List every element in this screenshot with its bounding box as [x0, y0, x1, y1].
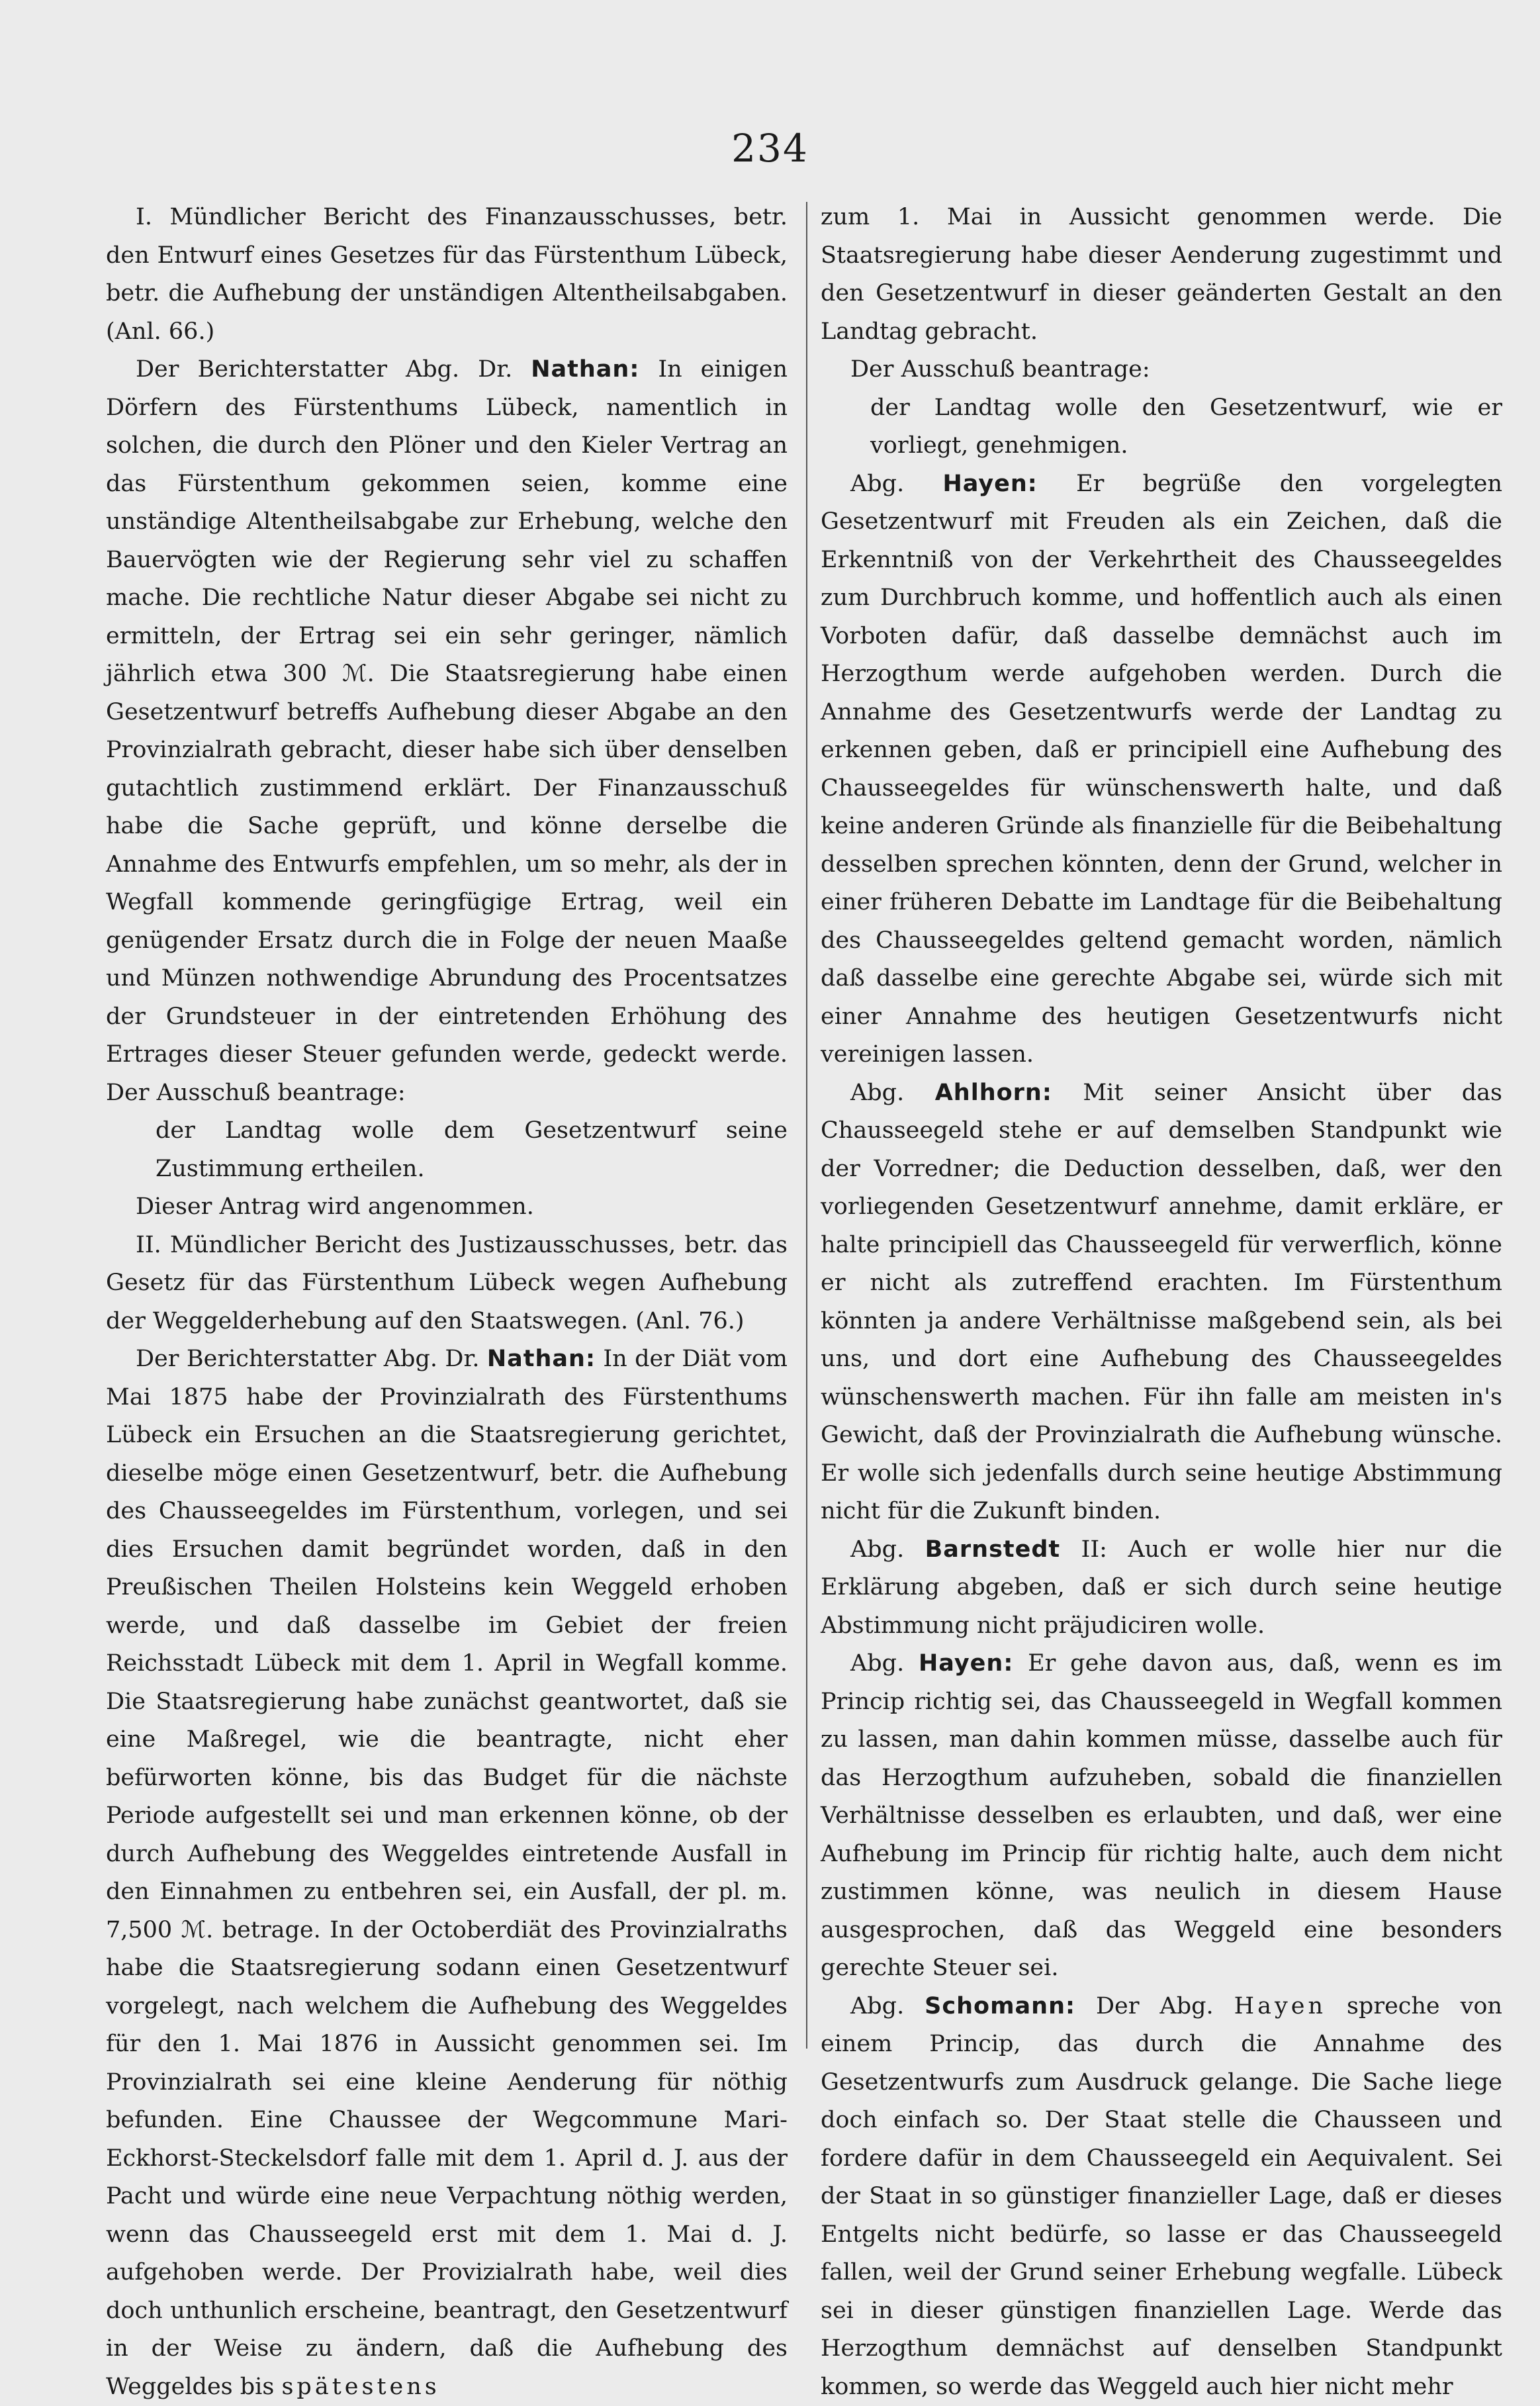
paragraph-text: Mit seiner Ansicht über das Chausseegeld stehe er auf demselben Standpunkt wie der Vorredner; die Deduction desselben, daß, wer den vorliegenden Gesetzentwurf annehme, damit erkläre, er halte principiell das Chausseegeld für verwerflich, könne er nicht als zutreffend erachten. Im Fürstenthum könnten ja andere Verhältnisse maßgebend sein, als bei uns, und dort eine Aufhebung des Chausseegeldes wünschenswerth machen. Für ihn falle am meisten in's Gewicht, daß der Provinzialrath die Aufhebung wünsche. Er wolle sich jedenfalls durch seine heutige Abstimmung nicht für die Zukunft binden. — [821, 1080, 1502, 1525]
paragraph-text: Er gehe davon aus, daß, wenn es im Princip richtig sei, das Chausseegeld in Wegfall kommen zu lassen, man dahin kommen müsse, dasselbe auch für das Herzogthum aufzuheben, sobald die finanziellen Verhältnisse desselben es erlaubten, und daß, wer eine Aufhebung im Princip für richtig halte, auch dem nicht zustimmen könne, was neulich in diesem Hause ausgesprochen, daß das Weggeld eine besonders gerechte Steuer sei. — [821, 1650, 1502, 1981]
speech-hayen-2 — [821, 1645, 1502, 1988]
speaker-name: Ahlhorn: — [935, 1080, 1052, 1106]
paragraph-text: Er begrüße den vorgelegten Gesetzentwurf mit Freuden als ein Zeichen, daß die Erkenntniß von der Verkehrtheit des Chausseegeldes zum Durchbruch komme, und hoffentlich auch als einen Vorboten dafür, daß dasselbe demnächst auch im Herzogthum werde aufgehoben werden. Durch die Annahme des Gesetzentwurfs werde der Landtag zu erkennen geben, daß er principiell eine Aufhebung des Chausseegeldes für wünschenswerth halte, und daß keine anderen Gründe als finanzielle für die Beibehaltung desselben sprechen könnten, denn der Grund, welcher in einer früheren Debatte im Landtage für die Beibehaltung des Chausseegeldes geltend gemacht worden, nämlich daß dasselbe eine gerechte Abgabe sei, würde sich mit einer Annahme des heutigen Gesetzentwurfs nicht vereinigen lassen. — [821, 471, 1502, 1068]
speaker-name: Schomann: — [925, 1993, 1075, 2019]
speaker-suffix: II: — [1081, 1536, 1107, 1563]
paragraph-text: In der Diät vom Mai 1875 habe der Provinzialrath des Fürstenthums Lübeck ein Ersuchen an die Staatsregierung gerichtet, dieselbe möge einen Gesetzentwurf, betr. die Aufhebung des Chausseegeldes im Fürstenthum, vorlegen, und sei dies Ersuchen damit begründet worden, daß in den Preußischen Theilen Holsteins kein Weggeld erhoben werde, und daß dasselbe im Gebiet der freien Reichsstadt Lübeck mit dem 1. April in Wegfall komme. Die Staatsregierung habe zunächst geantwortet, daß sie eine Maßregel, wie die beantragte, nicht eher befürworten könne, bis das Budget für die nächste Periode aufgestellt sei und man erkennen könne, ob der durch Aufhebung des Weggeldes eintretende Ausfall in den Einnahmen zu entbehren sei, ein Ausfall, der pl. m. 7,500 ℳ. betrage. In der Octoberdiät des Provinzialraths habe die Staatsregierung sodann einen Gesetzentwurf vorgelegt, nach welchem die Aufhebung des Weggeldes für den 1. Mai 1876 in Aussicht genommen sei. Im Provinzialrath sei eine kleine Aenderung für nöthig befunden. Eine Chaussee der Wegcommune Mari-Eckhorst-Steckelsdorf falle mit dem 1. April d. J. aus der Pacht und würde eine neue Verpachtung nöthig werden, wenn das Chausseegeld erst mit dem 1. Mai d. J. aufgehoben werde. Der Provizialrath habe, weil dies doch unthunlich erscheine, beantragt, den Gesetzentwurf in der Weise zu ändern, daß die Aufhebung des Weggeldes bis — [106, 1346, 788, 2400]
paragraph-lead: Der Berichterstatter Abg. Dr. — [136, 1346, 479, 1372]
speaker-name: Nathan: — [487, 1346, 596, 1372]
speech-ahlhorn — [821, 1074, 1502, 1531]
agenda-item-2: II. Mündlicher Bericht des Justizausschusses, betr. das Gesetz für das Fürstenthum Lübeck wegen Aufhebung der Weggelderhebung auf den Staatswegen. (Anl. 76.) — [106, 1226, 788, 1341]
paragraph-text: spreche von einem Princip, das durch die Annahme des Gesetzentwurfs zum Ausdruck gelange. Die Sache liege doch einfach so. Der Staat stelle die Chausseen und fordere dafür in dem Chausseegeld ein Aequivalent. Sei der Staat in so günstiger finanzieller Lage, daß er dieses Entgelts nicht bedürfe, so lasse er das Chausseegeld fallen, weil der Grund seiner Erhebung wegfalle. Lübeck sei in dieser günstigen finanziellen Lage. Werde das Herzogthum demnächst auf denselben Standpunkt kommen, so werde das Weggeld auch hier nicht mehr — [821, 1993, 1502, 2400]
right-column — [821, 199, 1502, 2406]
report-paragraph-1 — [106, 351, 788, 1112]
motion-quote-2: der Landtag wolle den Gesetzentwurf, wie er vorliegt, genehmigen. — [821, 389, 1502, 465]
paragraph-lead: Abg. — [850, 1650, 904, 1677]
motion-quote-1: der Landtag wolle dem Gesetzentwurf seine Zustimmung ertheilen. — [106, 1112, 788, 1188]
paragraph-text: Auch er wolle hier nur die Erklärung abgeben, daß er sich durch seine heutige Abstimmung nicht präjudiciren wolle. — [821, 1536, 1502, 1639]
paragraph-lead: Abg. — [850, 471, 904, 497]
speech-barnstedt — [821, 1531, 1502, 1645]
column-divider — [806, 202, 807, 2049]
speaker-name: Hayen: — [942, 471, 1037, 497]
paragraph-text: Der Abg. — [1096, 1993, 1214, 2019]
resolution-note: Dieser Antrag wird angenommen. — [106, 1188, 788, 1226]
report-continuation: zum 1. Mai in Aussicht genommen werde. Die Staatsregierung habe dieser Aenderung zugestimmt und den Gesetzentwurf in dieser geänderten Gestalt an den Landtag gebracht. — [821, 199, 1502, 351]
spaced-word: spätestens — [281, 2374, 439, 2400]
report-paragraph-2 — [106, 1340, 788, 2406]
speaker-name: Nathan: — [531, 356, 639, 383]
committee-motion-intro: Der Ausschuß beantrage: — [821, 351, 1502, 389]
spaced-word: Hayen — [1234, 1993, 1326, 2019]
agenda-item-1: I. Mündlicher Bericht des Finanzausschusses, betr. den Entwurf eines Gesetzes für das Fürstenthum Lübeck, betr. die Aufhebung der unständigen Altentheilsabgaben. (Anl. 66.) — [106, 199, 788, 351]
speech-hayen-1 — [821, 465, 1502, 1074]
speaker-name: Barnstedt — [925, 1536, 1061, 1563]
paragraph-lead: Der Berichterstatter Abg. Dr. — [136, 356, 512, 383]
paragraph-lead: Abg. — [850, 1993, 904, 2019]
page-number: 234 — [0, 126, 1540, 171]
speaker-name: Hayen: — [919, 1650, 1013, 1677]
speech-schomann — [821, 1988, 1502, 2406]
paragraph-text: In einigen Dörfern des Fürstenthums Lübeck, namentlich in solchen, die durch den Plöner und den Kieler Vertrag an das Fürstenthum gekommen seien, komme eine unständige Altentheilsabgabe zur Erhebung, welche den Bauervögten wie der Regierung sehr viel zu schaffen mache. Die rechtliche Natur dieser Abgabe sei nicht zu ermitteln, der Ertrag sei ein sehr geringer, nämlich jährlich etwa 300 ℳ. Die Staatsregierung habe einen Gesetzentwurf betreffs Aufhebung dieser Abgabe an den Provinzialrath gebracht, dieser habe sich über denselben gutachtlich zustimmend erklärt. Der Finanzausschuß habe die Sache geprüft, und könne derselbe die Annahme des Entwurfs empfehlen, um so mehr, als der in Wegfall kommende geringfügige Ertrag, weil ein genügender Ersatz durch die in Folge der neuen Maaße und Münzen nothwendige Abrundung des Procentsatzes der Grundsteuer in der eintretenden Erhöhung des Ertrages dieser Steuer gefunden werde, gedeckt werde. Der Ausschuß beantrage: — [106, 356, 788, 1106]
left-column — [106, 199, 788, 2406]
paragraph-lead: Abg. — [850, 1080, 904, 1106]
paragraph-lead: Abg. — [850, 1536, 904, 1563]
